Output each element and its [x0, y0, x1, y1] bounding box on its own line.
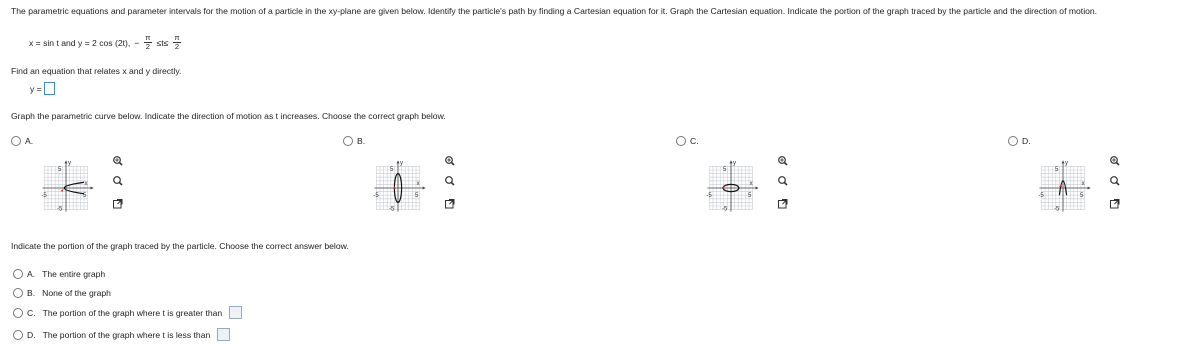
zoom-out-icon — [114, 177, 122, 185]
x-axis-label: x — [1081, 181, 1085, 187]
y-axis-label: y — [1065, 160, 1068, 167]
x-tick-neg5: -5 — [1038, 193, 1044, 199]
direction-arrow — [393, 186, 396, 189]
option-label: D. — [1022, 136, 1031, 146]
graph-option-b-plot[interactable] — [363, 150, 473, 224]
open-in-new-window-icon — [446, 200, 455, 209]
radio-button[interactable] — [343, 136, 353, 146]
portion-choice-c[interactable]: C. The portion of the graph where t is greater than — [13, 306, 242, 319]
y-tick-5: 5 — [58, 167, 62, 173]
portion-choice-a[interactable]: A. The entire graph — [13, 269, 105, 279]
x-tick-neg5: -5 — [706, 193, 712, 199]
x-axis-label: x — [416, 181, 420, 187]
x-axis-label: x — [84, 181, 88, 187]
answer-row — [30, 82, 55, 95]
t-less-than-input[interactable] — [217, 328, 230, 341]
graph-option-d[interactable] — [1008, 136, 1031, 146]
graph-option-a[interactable] — [11, 136, 33, 146]
option-label: A. — [25, 136, 34, 146]
zoom-in-icon — [446, 157, 454, 165]
interval-inequality: ≤t≤ — [156, 37, 169, 48]
open-in-new-window-icon — [779, 200, 788, 209]
open-in-new-window-icon — [114, 200, 123, 209]
y-tick-neg5: -5 — [1054, 206, 1060, 213]
x-tick-neg5: -5 — [41, 193, 47, 199]
y-tick-5: 5 — [723, 167, 727, 173]
y-tick-5: 5 — [390, 167, 394, 173]
parametric-equations — [29, 34, 182, 51]
zoom-out-icon — [1111, 177, 1119, 185]
x-tick-neg5: -5 — [373, 193, 379, 199]
x-tick-5: 5 — [83, 193, 87, 199]
pi-over-2: $\frac{\pi}{2}$ — [174, 33, 180, 51]
radio-button[interactable] — [676, 136, 686, 146]
radio-button[interactable] — [13, 308, 23, 318]
radio-button[interactable] — [1008, 136, 1018, 146]
problem-prompt: The parametric equations and parameter intervals for the motion of a particle in the xy-plane are given below. Identify the particle's path by finding a Cartesian equation for it. Graph the Cartesian equation. Indicate the portion of the graph traced by the particle and the direction of motion. — [11, 6, 1098, 16]
zoom-in-icon — [779, 157, 787, 165]
zoom-out-icon — [446, 177, 454, 185]
find-equation-text: Find an equation that relates x and y directly. — [11, 66, 182, 76]
graph-question: Graph the parametric curve below. Indicate the direction of motion as t increases. Choose the correct graph below. — [11, 111, 446, 121]
option-label: C. — [690, 136, 699, 146]
x-axis-label: x — [749, 181, 753, 187]
y-tick-neg5: -5 — [722, 206, 728, 213]
radio-button[interactable] — [11, 136, 21, 146]
portion-choice-b[interactable]: B. None of the graph — [13, 288, 111, 298]
neg-pi-over-2: $\frac{\pi}{2}$ — [145, 33, 151, 51]
answer-input[interactable] — [44, 82, 55, 95]
y-axis-label: y — [733, 160, 736, 167]
y-tick-neg5: -5 — [57, 206, 63, 213]
zoom-in-icon — [1111, 157, 1119, 165]
x-tick-5: 5 — [1080, 193, 1084, 199]
answer-prefix: y = — [30, 83, 42, 94]
portion-question: Indicate the portion of the graph traced by the particle. Choose the correct answer below. — [11, 241, 349, 251]
graph-option-a-plot[interactable] — [31, 150, 141, 224]
open-in-new-window-icon — [1111, 200, 1120, 209]
equation-text: x = sin t and y = 2 cos (2t), — [29, 37, 131, 48]
option-label: B. — [357, 136, 366, 146]
radio-button[interactable] — [13, 288, 23, 298]
y-tick-neg5: -5 — [389, 206, 395, 213]
radio-button[interactable] — [13, 330, 23, 340]
portion-choice-d[interactable]: D. The portion of the graph where t is less than — [13, 328, 230, 341]
graph-option-c[interactable] — [676, 136, 699, 146]
radio-button[interactable] — [13, 269, 23, 279]
zoom-out-icon — [779, 177, 787, 185]
x-tick-5: 5 — [415, 193, 419, 199]
y-tick-5: 5 — [1055, 167, 1059, 173]
t-greater-than-input[interactable] — [229, 306, 242, 319]
x-tick-5: 5 — [748, 193, 752, 199]
direction-arrow — [1059, 184, 1062, 187]
zoom-in-icon — [114, 157, 122, 165]
y-axis-label: y — [400, 160, 403, 167]
graph-option-b[interactable] — [343, 136, 365, 146]
y-axis-label: y — [68, 160, 71, 167]
graph-option-d-plot[interactable] — [1028, 150, 1138, 224]
graph-option-c-plot[interactable] — [696, 150, 806, 224]
minus-sign: − — [134, 37, 140, 48]
